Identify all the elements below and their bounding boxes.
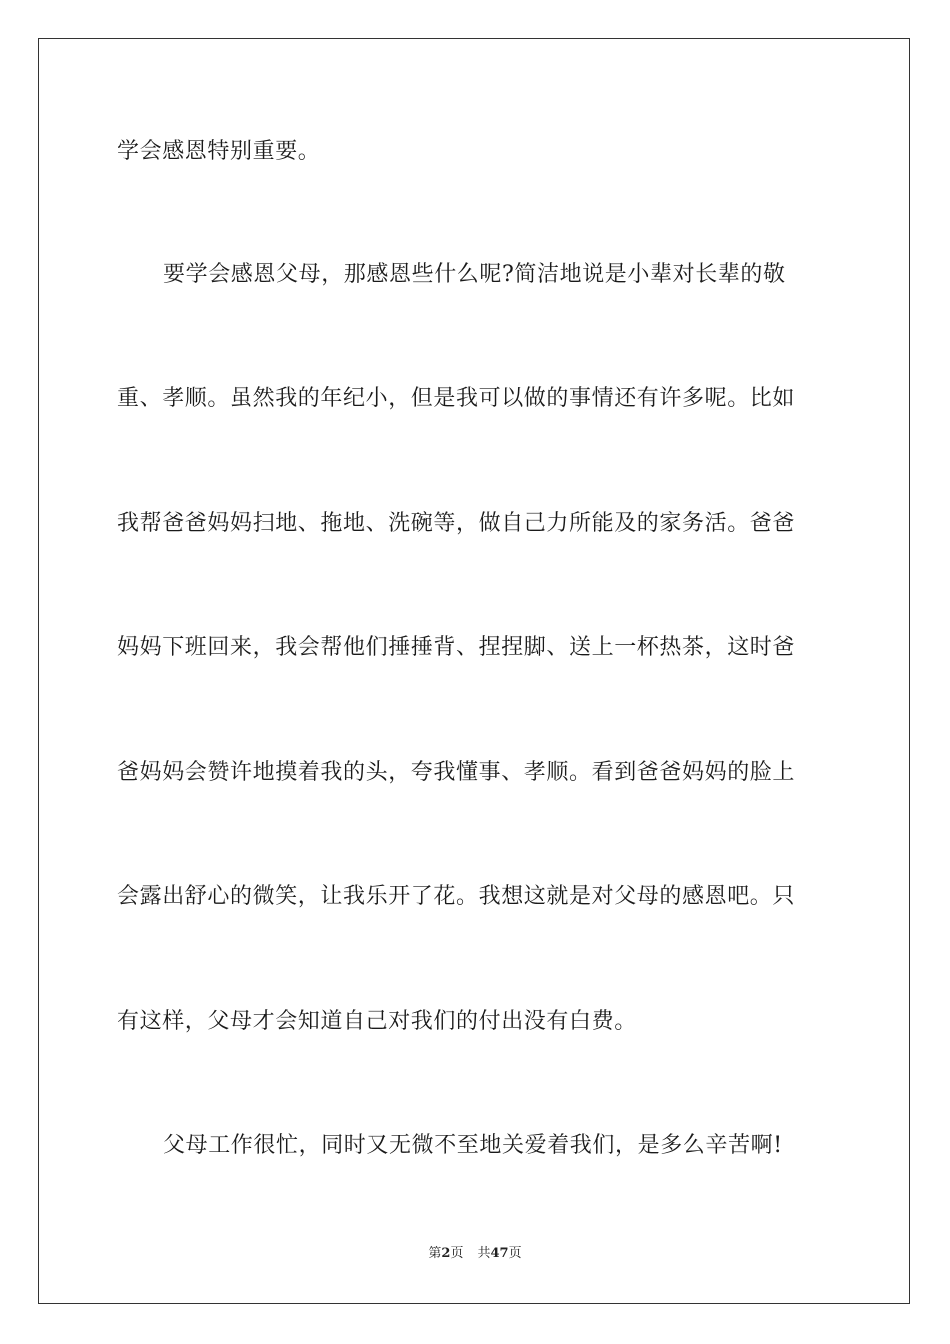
paragraph-line: 父母工作很忙，同时又无微不至地关爱着我们，是多么辛苦啊! bbox=[163, 1133, 783, 1158]
paragraph-line: 妈妈下班回来，我会帮他们捶捶背、捏捏脚、送上一杯热茶，这时爸 bbox=[117, 635, 796, 660]
page-border bbox=[38, 38, 910, 1304]
paragraph-line: 会露出舒心的微笑，让我乐开了花。我想这就是对父母的感恩吧。只 bbox=[117, 884, 796, 909]
page-number: 第2页 bbox=[428, 1246, 464, 1261]
paragraph-line: 学会感恩特别重要。 bbox=[117, 139, 321, 164]
paragraph-line: 我帮爸爸妈妈扫地、拖地、洗碗等，做自己力所能及的家务活。爸爸 bbox=[117, 511, 796, 536]
paragraph-line: 爸妈妈会赞许地摸着我的头，夸我懂事、孝顺。看到爸爸妈妈的脸上 bbox=[117, 760, 796, 785]
paragraph-line: 有这样，父母才会知道自己对我们的付出没有白费。 bbox=[117, 1009, 637, 1034]
page-total: 共47页 bbox=[477, 1246, 522, 1261]
paragraph-line: 重、孝顺。虽然我的年纪小，但是我可以做的事情还有许多呢。比如 bbox=[117, 386, 796, 411]
page-footer bbox=[0, 1246, 950, 1262]
paragraph-line: 要学会感恩父母，那感恩些什么呢?简洁地说是小辈对长辈的敬 bbox=[163, 262, 786, 287]
